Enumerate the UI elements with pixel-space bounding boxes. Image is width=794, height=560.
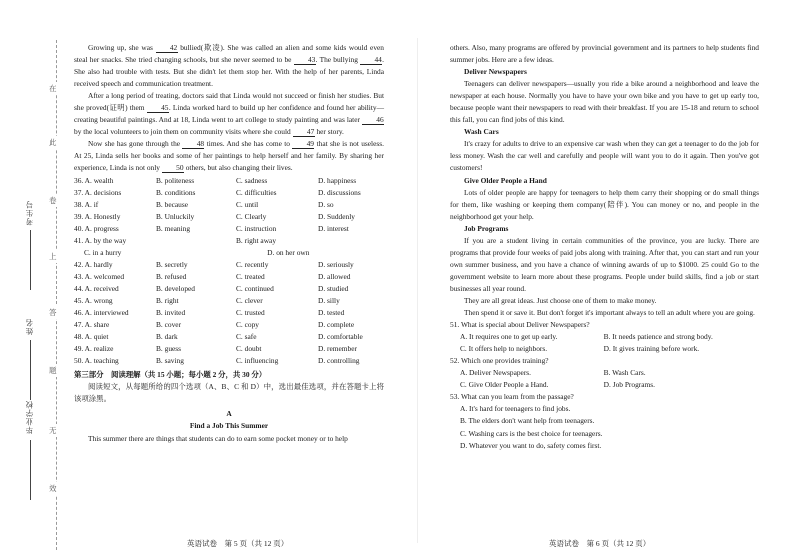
option: B. developed bbox=[156, 283, 195, 293]
option: 36. A. wealth bbox=[74, 175, 114, 185]
option-row bbox=[74, 247, 384, 259]
paragraph: After a long period of treating, doctors said that Linda would not succeed or finish her studies. But she proved(证明) them 45. Linda worked hard to build up her confidence and found her ability—creating beautiful paintings. And at 18, Linda went to art college to study painting and was later 46 by the local volunteers to join them on community visits where she could 47 her story. bbox=[74, 91, 384, 137]
option: B. right away bbox=[236, 235, 277, 245]
section-instruction: 阅读短文，从每题所给的四个选项（A、B、C 和 D）中，选出最佳选项，并在答题卡上将该项涂黑。 bbox=[74, 382, 384, 404]
option: B. meaning bbox=[156, 223, 191, 233]
side-word: 无 bbox=[49, 426, 57, 435]
field-line bbox=[30, 230, 31, 290]
option: C. in a hurry bbox=[84, 247, 122, 257]
option: B. guess bbox=[156, 344, 182, 354]
option: D. on her own bbox=[267, 247, 310, 257]
option: B. politeness bbox=[156, 175, 195, 185]
option: D. studied bbox=[318, 283, 349, 293]
option-row bbox=[74, 223, 384, 235]
option: D. It gives training before work. bbox=[603, 344, 700, 354]
option: D. Job Programs. bbox=[603, 380, 655, 390]
paragraph: If you are a student living in certain communities of the province, you are lucky. There are programs that provide four weeks of paid jobs along with training. After that, you can start and run your own summer business, and you have a chance of winning awards of up to $1000. 25 could Go to the government website to learn more about these programs. People under build skills, find a job or start businesses all year round. bbox=[450, 235, 759, 293]
paragraph: Teenagers can deliver newspapers—usually you ride a bike around a neighborhood and leave the newspaper at each house. Normally you have to have your own bike and you have to get up early too, because people want their newspapers to read with their breakfast. If you are 15-18 and return to school this fall, you can find jobs of this kind. bbox=[450, 79, 759, 125]
option-row bbox=[74, 211, 384, 223]
subheading: Job Programs bbox=[464, 223, 509, 233]
side-word: 效 bbox=[49, 484, 57, 493]
paragraph: Growing up, she was 42 bullied(欺凌). She was called an alien and some kids would even steal her snacks. She tried changing schools, but she never seemed to be 43. The bullying 44. She also had trouble with tests. But she didn't let them stop her. With the help of her parents, Linda received speech and communication treatment. bbox=[74, 43, 384, 89]
option: D. comfortable bbox=[318, 332, 363, 342]
side-word: 此 bbox=[49, 138, 57, 147]
option: C. instruction bbox=[236, 223, 277, 233]
option: C. Clearly bbox=[236, 211, 267, 221]
option-row bbox=[74, 259, 384, 271]
subheading: Deliver Newspapers bbox=[464, 67, 527, 77]
option: C. Give Older People a Hand. bbox=[460, 380, 549, 390]
option: B. dark bbox=[156, 332, 178, 342]
side-word: 上 bbox=[49, 252, 57, 261]
field-line bbox=[30, 440, 31, 500]
option: C. recently bbox=[236, 259, 269, 269]
blank-47: 47 bbox=[293, 127, 315, 137]
option bbox=[318, 235, 384, 247]
option: 39. A. Honestly bbox=[74, 211, 121, 221]
paragraph: It's crazy for adults to drive to an expensive car wash when they can get a teenager to do the job for less money. Wash the car well and carefully and people will want you to do it again. Then you've got customers! bbox=[450, 139, 759, 173]
option-row bbox=[74, 235, 384, 247]
paragraph: Lots of older people are happy for teenagers to help them carry their shopping or do small things for them, like washing or keeping them company(陪伴). You can money or no, and people in the neighborhood get your help. bbox=[450, 187, 759, 221]
option: 45. A. wrong bbox=[74, 295, 113, 305]
option: B. invited bbox=[156, 308, 186, 318]
option: B. cover bbox=[156, 320, 182, 330]
option: B. refused bbox=[156, 271, 187, 281]
option: C. trusted bbox=[236, 308, 265, 318]
option: B. right bbox=[156, 295, 179, 305]
option: B. because bbox=[156, 199, 189, 209]
option: 42. A. hardly bbox=[74, 259, 113, 269]
option: D. tested bbox=[318, 308, 345, 318]
page-divider bbox=[417, 38, 418, 543]
options-row bbox=[450, 379, 759, 391]
option: D. seriously bbox=[318, 259, 354, 269]
option-row bbox=[74, 355, 384, 367]
options-row bbox=[450, 331, 759, 343]
blank-45: 45 bbox=[147, 103, 169, 113]
paragraph: Now she has gone through the 48 times. And she has come to 49 that she is not useless. At 25, Linda sells her books and some of her paintings to help herself and her family. By sharing her experience, Linda is not only 50 others, but also changing their lives. bbox=[74, 139, 384, 173]
blank-43: 43 bbox=[294, 55, 316, 65]
binding-margin bbox=[0, 0, 72, 560]
option: C. continued bbox=[236, 283, 274, 293]
blank-48: 48 bbox=[182, 139, 204, 149]
option: D. remember bbox=[318, 344, 357, 354]
option: 48. A. quiet bbox=[74, 332, 109, 342]
side-word: 卷 bbox=[49, 196, 57, 205]
option-row bbox=[74, 319, 384, 331]
question-53: 53. What can you learn from the passage? bbox=[450, 392, 574, 402]
option: C. Washing cars is the best choice for teenagers. bbox=[460, 428, 603, 438]
section-heading: 第三部分 阅读理解（共 15 小题；每小题 2 分，共 30 分） bbox=[74, 370, 267, 380]
option: 49. A. realize bbox=[74, 344, 114, 354]
option: C. It offers help to neighbors. bbox=[460, 344, 548, 354]
option-row bbox=[74, 295, 384, 307]
option-row bbox=[74, 343, 384, 355]
passage-letter: A bbox=[226, 409, 232, 419]
option: D. so bbox=[318, 199, 334, 209]
blank-46: 46 bbox=[362, 115, 384, 125]
option-row bbox=[74, 307, 384, 319]
cut-line bbox=[56, 40, 57, 550]
option: C. difficulties bbox=[236, 187, 277, 197]
options-row bbox=[450, 343, 759, 355]
field-name: 姓名 bbox=[25, 318, 34, 335]
option-row bbox=[74, 283, 384, 295]
option: C. until bbox=[236, 199, 259, 209]
option: 41. A. by the way bbox=[74, 235, 127, 245]
option: A. Deliver Newspapers. bbox=[460, 368, 532, 378]
option: C. safe bbox=[236, 332, 257, 342]
blank-49: 49 bbox=[292, 139, 314, 149]
option-row bbox=[74, 271, 384, 283]
option-row bbox=[74, 199, 384, 211]
options-list bbox=[74, 175, 384, 368]
option: D. interest bbox=[318, 223, 349, 233]
footer-left: 英语试卷 第 5 页（共 12 页） bbox=[187, 539, 289, 548]
option: B. It needs patience and strong body. bbox=[603, 332, 713, 342]
left-page bbox=[74, 42, 384, 445]
option: B. saving bbox=[156, 356, 184, 366]
option: 50. A. teaching bbox=[74, 356, 119, 366]
paragraph: They are all great ideas. Just choose one of them to make money. bbox=[464, 295, 657, 305]
option: C. copy bbox=[236, 320, 259, 330]
option: 44. A. received bbox=[74, 283, 119, 293]
options-row bbox=[450, 367, 759, 379]
option: B. Wash Cars. bbox=[603, 368, 646, 378]
paragraph: others. Also, many programs are offered by provincial government and its partners to help students find summer jobs. Here are a few ideas. bbox=[450, 43, 759, 65]
option: D. Whatever you want to do, safety comes first. bbox=[460, 440, 602, 450]
field-exam-number: 考生号 bbox=[25, 200, 34, 226]
paragraph: This summer there are things that students can do to earn some pocket money or to help bbox=[88, 433, 348, 443]
subheading: Wash Cars bbox=[464, 127, 499, 137]
option: B. secretly bbox=[156, 259, 188, 269]
question-52: 52. Which one provides training? bbox=[450, 356, 549, 366]
option bbox=[156, 235, 236, 247]
option: D. controlling bbox=[318, 356, 360, 366]
option: D. silly bbox=[318, 295, 340, 305]
blank-42: 42 bbox=[156, 43, 178, 53]
option-row bbox=[74, 187, 384, 199]
option-row bbox=[74, 175, 384, 187]
option: D. happiness bbox=[318, 175, 357, 185]
right-page bbox=[450, 42, 759, 452]
option: 46. A. interviewed bbox=[74, 308, 129, 318]
option: D. complete bbox=[318, 320, 355, 330]
option bbox=[204, 247, 267, 259]
option: A. It's hard for teenagers to find jobs. bbox=[460, 404, 571, 414]
passage-title: Find a Job This Summer bbox=[189, 421, 269, 431]
field-school: 毕业学校 bbox=[25, 400, 34, 434]
option: C. clever bbox=[236, 295, 263, 305]
option: 37. A. decisions bbox=[74, 187, 122, 197]
option: C. doubt bbox=[236, 344, 262, 354]
option: D. Suddenly bbox=[318, 211, 355, 221]
option: 38. A. if bbox=[74, 199, 99, 209]
blank-44: 44 bbox=[360, 55, 382, 65]
option: C. treated bbox=[236, 271, 265, 281]
option bbox=[332, 247, 384, 259]
option: B. The elders don't want help from teenagers. bbox=[460, 416, 595, 426]
option: D. discussions bbox=[318, 187, 361, 197]
option: D. allowed bbox=[318, 271, 351, 281]
option: 47. A. share bbox=[74, 320, 110, 330]
option: C. influencing bbox=[236, 356, 279, 366]
question-51: 51. What is special about Deliver Newspapers? bbox=[450, 320, 590, 330]
blank-50: 50 bbox=[162, 163, 184, 173]
option: B. Unluckily bbox=[156, 211, 195, 221]
footer-right: 英语试卷 第 6 页（共 12 页） bbox=[549, 539, 651, 548]
side-word: 题 bbox=[49, 366, 57, 375]
option: 43. A. welcomed bbox=[74, 271, 125, 281]
field-line bbox=[30, 340, 31, 400]
subheading: Give Older People a Hand bbox=[464, 175, 547, 185]
option: 40. A. progress bbox=[74, 223, 119, 233]
option: B. conditions bbox=[156, 187, 196, 197]
option-row bbox=[74, 331, 384, 343]
side-word: 在 bbox=[49, 84, 57, 93]
option: A. It requires one to get up early. bbox=[460, 332, 558, 342]
option: C. sadness bbox=[236, 175, 268, 185]
side-word: 答 bbox=[49, 308, 57, 317]
paragraph: Then spend it or save it. But don't forget it's important always to tell an adult where you are going. bbox=[464, 308, 755, 318]
